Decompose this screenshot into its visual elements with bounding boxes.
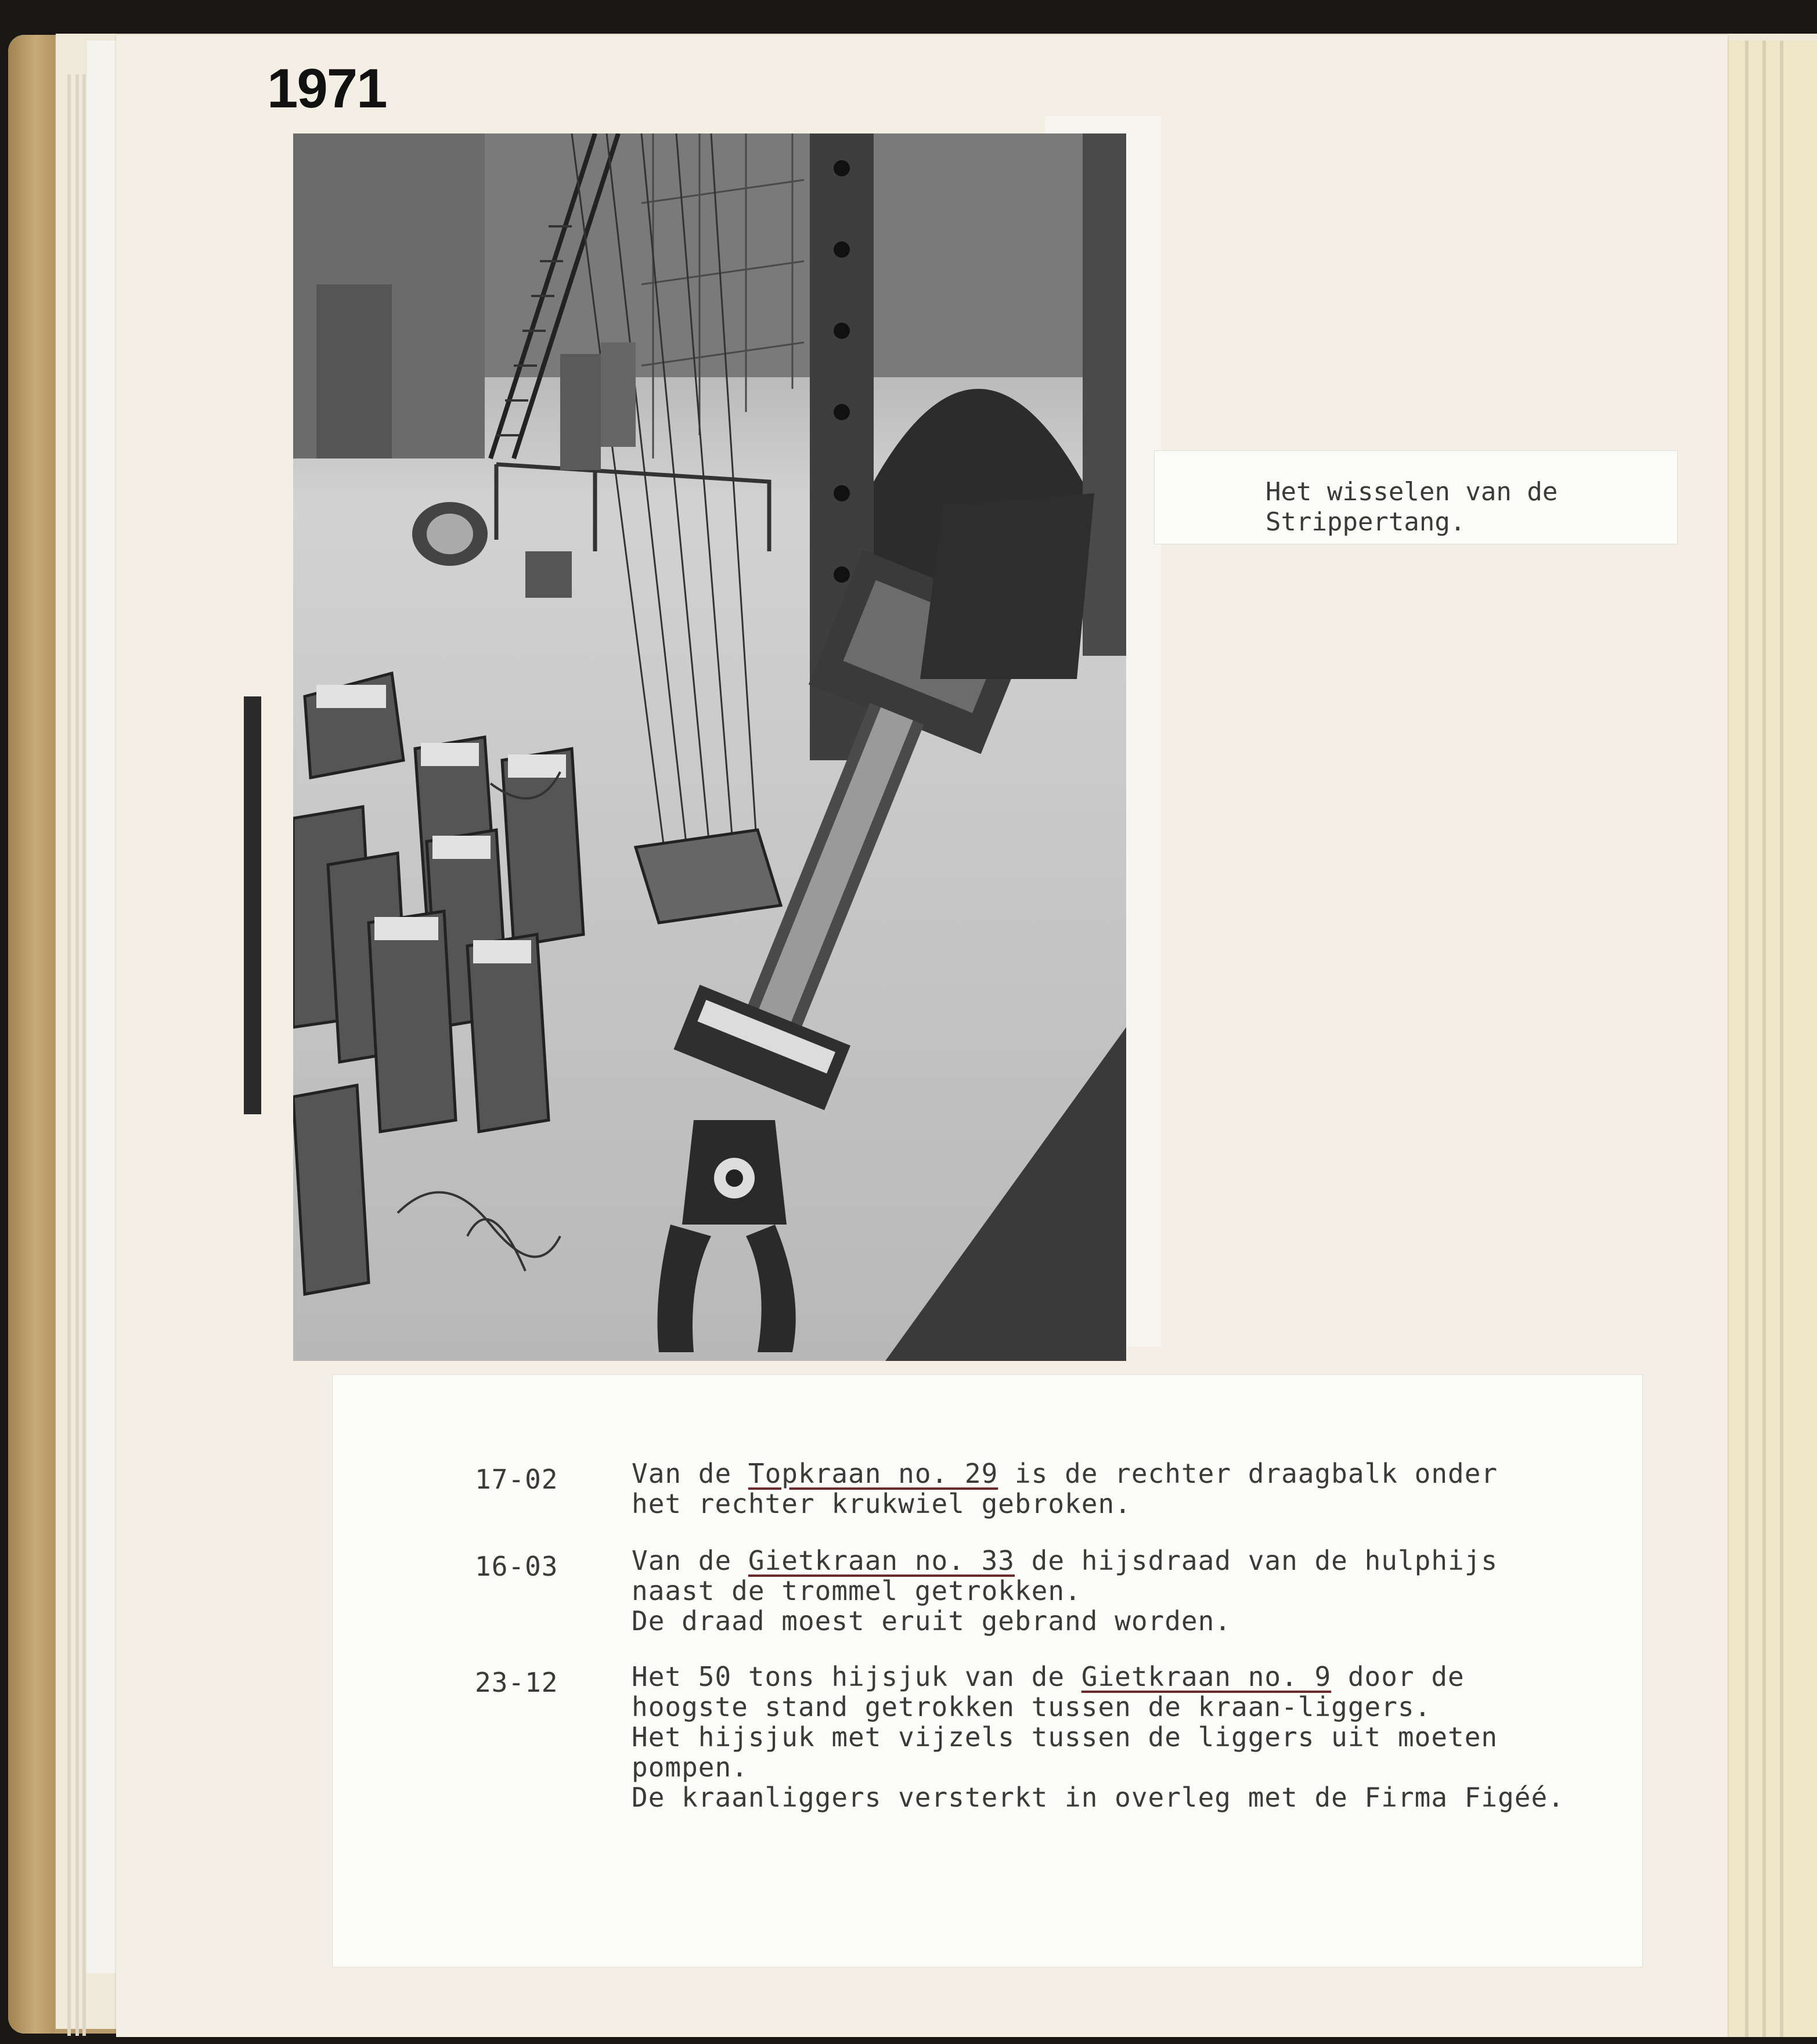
entry-line: naast de trommel getrokken. bbox=[632, 1575, 1081, 1606]
crane-name: Gietkraan no. 9 bbox=[1081, 1661, 1332, 1692]
entry-line: pompen. bbox=[632, 1752, 748, 1783]
entry-line: Het 50 tons hijsjuk van de Gietkraan no. 9 door de bbox=[632, 1661, 1465, 1692]
entry-line: hoogste stand getrokken tussen de kraan-liggers. bbox=[632, 1691, 1432, 1722]
next-pages-edge bbox=[1728, 41, 1817, 2037]
caption-line-2: Strippertang. bbox=[1266, 507, 1466, 537]
entry-date: 17-02 bbox=[475, 1464, 558, 1495]
album-spine bbox=[8, 35, 55, 2034]
entry-line: Het hijsjuk met vijzels tussen de liggers uit moeten bbox=[632, 1721, 1498, 1753]
entry-line: Van de Topkraan no. 29 is de rechter draagbalk onder bbox=[632, 1458, 1498, 1489]
year-label: 1971 bbox=[267, 57, 387, 120]
entry-date: 23-12 bbox=[475, 1667, 558, 1698]
caption-line-1: Het wisselen van de bbox=[1266, 477, 1558, 507]
entry-line: De draad moest eruit gebrand worden. bbox=[632, 1605, 1231, 1637]
crane-name: Gietkraan no. 33 bbox=[748, 1545, 1015, 1576]
entry-line: De kraanliggers versterkt in overleg met de Firma Figéé. bbox=[632, 1782, 1564, 1813]
entry-date: 16-03 bbox=[475, 1551, 558, 1582]
photo-edge-shadow bbox=[244, 696, 261, 1114]
crane-name: Topkraan no. 29 bbox=[748, 1458, 998, 1489]
photograph bbox=[293, 133, 1126, 1361]
photo-image bbox=[293, 133, 1126, 1361]
entry-line: Van de Gietkraan no. 33 de hijsdraad van de hulphijs bbox=[632, 1545, 1498, 1576]
entry-line: het rechter krukwiel gebroken. bbox=[632, 1488, 1131, 1519]
